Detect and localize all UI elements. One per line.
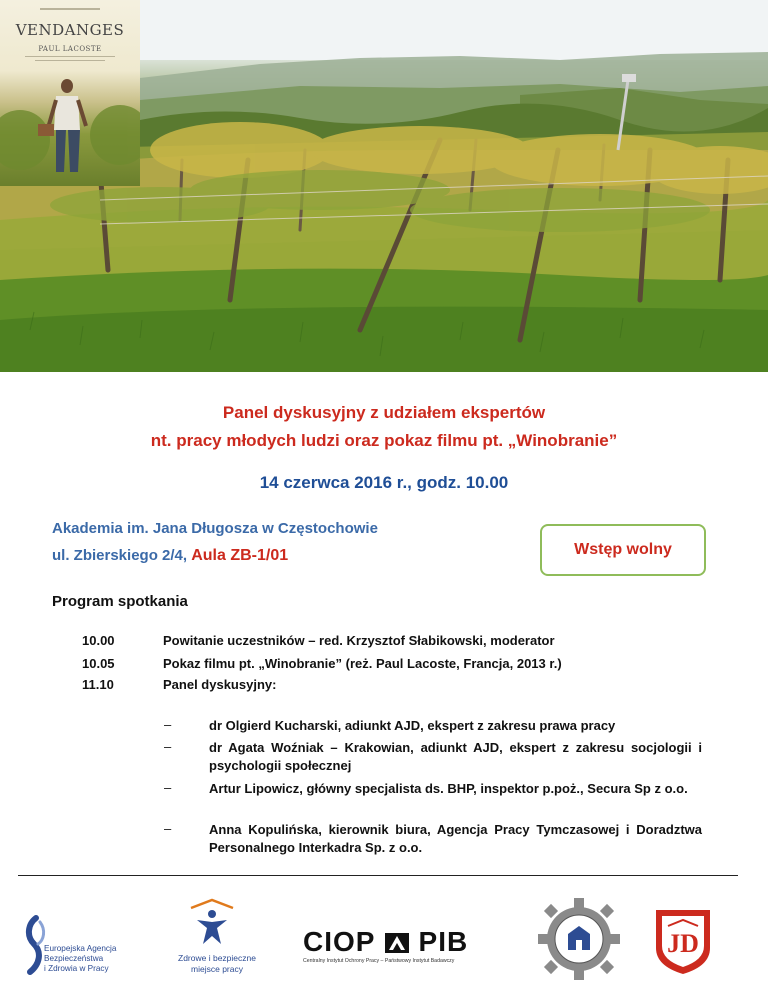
healthy-workplaces-name (167, 953, 267, 975)
pib-text: PIB (418, 926, 469, 957)
divider (18, 875, 738, 876)
hwp-line: Zdrowe i bezpieczne (178, 953, 256, 963)
list-dash: – (164, 821, 172, 836)
free-entry-label: Wstęp wolny (574, 541, 672, 558)
film-poster (0, 0, 140, 186)
schedule-desc: Panel dyskusyjny: (163, 677, 277, 692)
schedule-desc: Pokaz filmu pt. „Winobranie” (reż. Paul Lacoste, Francja, 2013 r.) (163, 656, 562, 671)
eu-osha-line: i Zdrowia w Pracy (44, 964, 109, 973)
list-dash: – (164, 739, 172, 754)
jd-letters: JD (667, 929, 699, 958)
venue-line2 (52, 547, 288, 565)
healthy-workplaces-icon (187, 898, 237, 950)
panelist-text: dr Olgierd Kucharski, adiunkt AJD, ekspert z zakresu prawa pracy (209, 718, 616, 733)
schedule-time: 11.10 (82, 677, 114, 692)
event-title-line2: nt. pracy młodych ludzi oraz pokaz filmu pt. „Winobranie” (150, 431, 618, 450)
venue-room: Aula ZB-1/01 (191, 547, 289, 564)
ciop-emblem-icon (384, 931, 410, 953)
list-dash: – (164, 780, 172, 795)
event-date: 14 czerwca 2016 r., godz. 10.00 (259, 473, 509, 492)
eu-osha-line: Bezpieczeństwa (44, 954, 104, 963)
hwp-line: miejsce pracy (191, 964, 243, 974)
jd-shield-logo-icon (654, 908, 712, 976)
free-entry-badge (540, 524, 706, 576)
schedule-desc: Powitanie uczestników – red. Krzysztof Słabikowski, moderator (163, 633, 555, 648)
ciop-pib-logo (303, 926, 468, 958)
schedule-time: 10.00 (82, 633, 115, 648)
ciop-subtitle: Centralny Instytut Ochrony Pracy – Państwowy Instytut Badawczy (303, 958, 455, 964)
event-title-line1: Panel dyskusyjny z udziałem ekspertów (222, 403, 546, 422)
university-gear-seal-icon (538, 898, 620, 980)
panelist-text: Anna Kopulińska, kierownik biura, Agencja Pracy Tymczasowej i Doradztwa Personalnego Interkadra Sp. z o.o. (209, 822, 702, 855)
eu-osha-name (44, 944, 116, 974)
schedule-time: 10.05 (82, 656, 115, 671)
ciop-text: CIOP (303, 926, 375, 957)
poster-title: VENDANGES (15, 21, 125, 39)
panelist-text: Artur Lipowicz, główny specjalista ds. BHP, inspektor p.poż., Secura Sp z o.o. (209, 781, 688, 796)
poster-author: PAUL LACOSTE (38, 45, 102, 53)
venue-line1: Akademia im. Jana Długosza w Częstochowie (52, 520, 378, 537)
program-title: Program spotkania (52, 593, 188, 610)
venue-address: ul. Zbierskiego 2/4, (52, 547, 188, 564)
list-dash: – (164, 717, 172, 732)
panelist-text: dr Agata Woźniak – Krakowian, adiunkt AJD, ekspert z zakresu socjologii i psychologii społecznej (209, 740, 702, 773)
eu-osha-line: Europejska Agencja (44, 944, 117, 953)
